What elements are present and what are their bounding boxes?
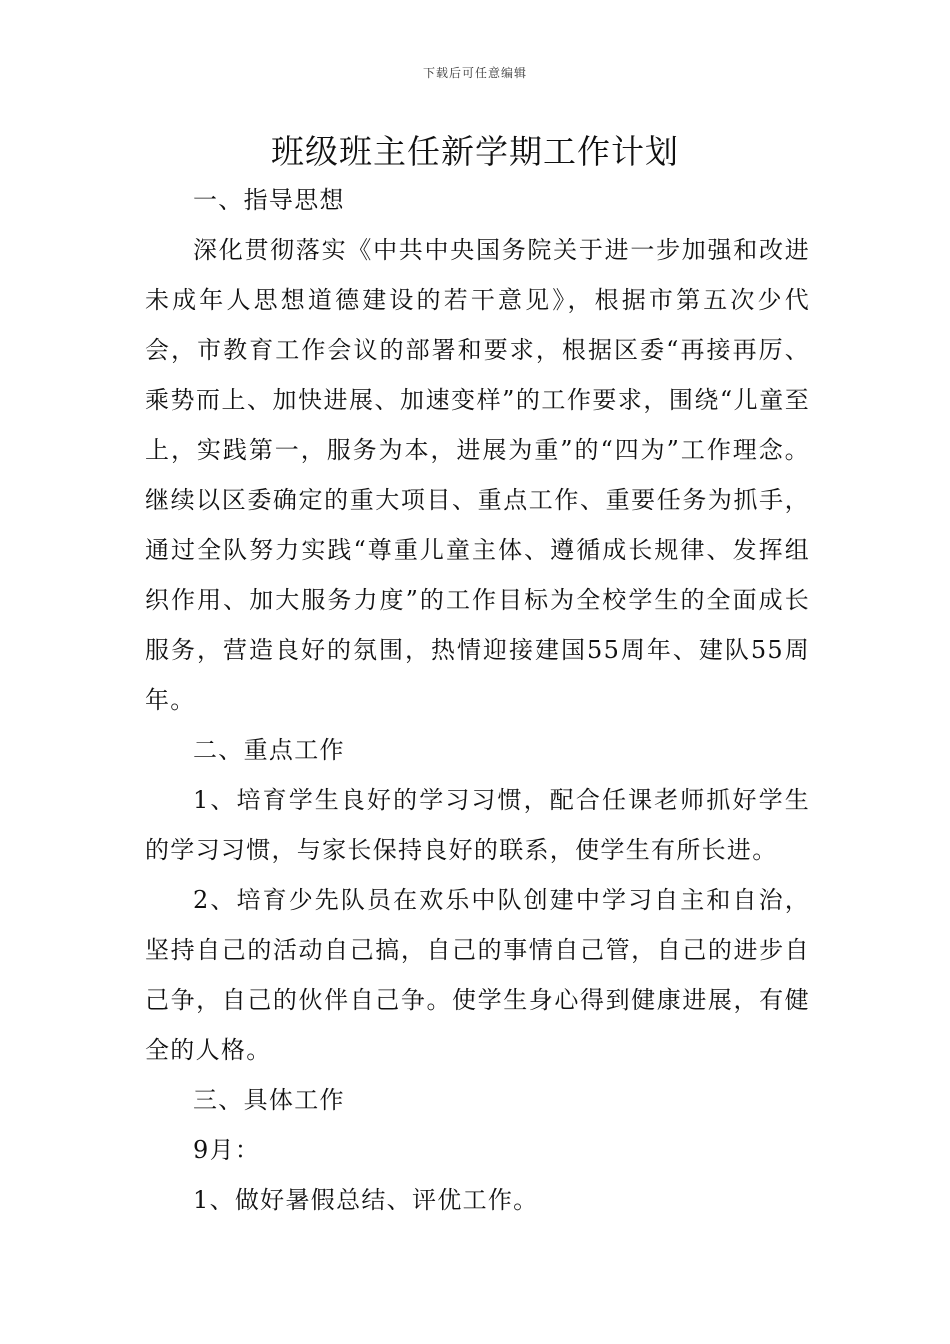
section-heading-key-work: 二、重点工作 <box>193 736 345 764</box>
paragraph-guiding-ideology: 深化贯彻落实《中共中央国务院关于进一步加强和改进未成年人思想道德建设的若干意见》，根据市第五次少代会，市教育工作会议的部署和要求，根据区委“再接再厉、乘势而上、加快进展、加速变样”的工作要求，围绕“儿童至上，实践第一，服务为本，进展为重”的“四为”工作理念。继续以区委确定的重大项目、重点工作、重要任务为抓手，通过全队努力实践“尊重儿童主体、遵循成长规律、发挥组织作用、加大服务力度”的工作目标为全校学生的全面成长服务，营造良好的氛围，热情迎接建国55周年、建队55周年。 <box>145 236 810 714</box>
paragraph-key-work-2: 2、培育少先队员在欢乐中队创建中学习自主和自治，坚持自己的活动自己搞，自己的事情自己管，自己的进步自己争，自己的伙伴自己争。使学生身心得到健康进展，有健全的人格。 <box>145 886 810 1064</box>
header-note: 下载后可任意编辑 <box>422 66 527 80</box>
section-heading-specific-work: 三、具体工作 <box>193 1086 345 1114</box>
list-item-september-1: 1、做好暑假总结、评优工作。 <box>193 1186 539 1214</box>
page-title: 班级班主任新学期工作计划 <box>271 132 679 171</box>
section-heading-guiding-ideology: 一、指导思想 <box>193 186 345 214</box>
document-body <box>145 175 810 1225</box>
month-label-september: 9月： <box>193 1136 261 1164</box>
paragraph-key-work-1: 1、培育学生良好的学习习惯，配合任课老师抓好学生的学习习惯，与家长保持良好的联系，使学生有所长进。 <box>145 786 810 864</box>
